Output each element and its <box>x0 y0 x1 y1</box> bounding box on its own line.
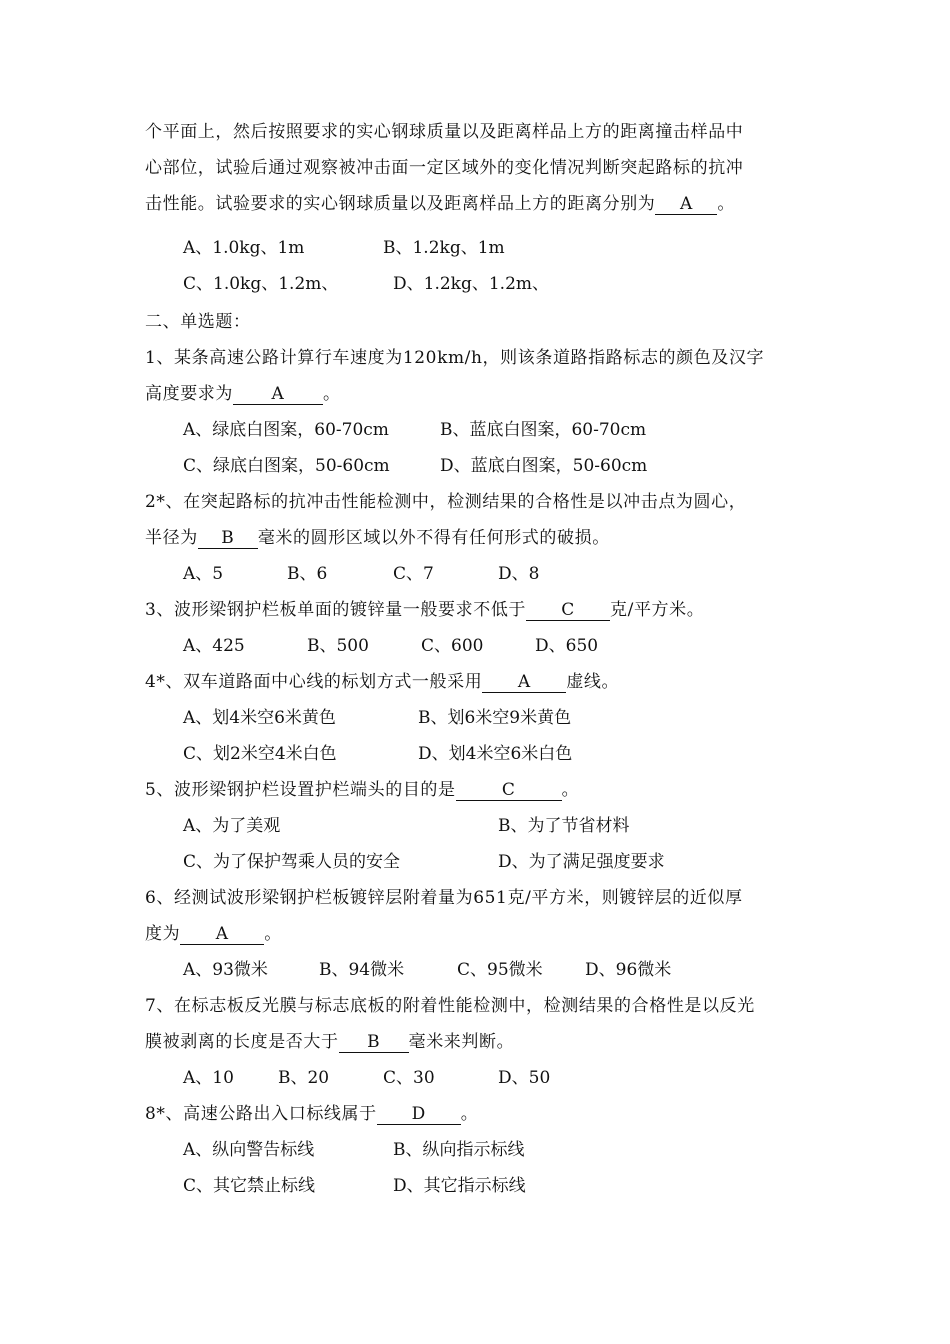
q6-line-2-text: 度为 <box>145 924 181 944</box>
q6-option-d: D、96微米 <box>585 960 672 980</box>
q8-line-1 <box>145 1102 478 1126</box>
q2-line-2-text: 半径为 <box>145 528 198 548</box>
intro-line-3 <box>145 192 735 216</box>
q2-line-2 <box>145 526 610 550</box>
q2-line-1: 2*、在突起路标的抗冲击性能检测中，检测结果的合格性是以冲击点为圆心， <box>145 492 747 512</box>
q1-option-a: A、绿底白图案，60-70cm <box>183 420 389 440</box>
q1-line-1: 1、某条高速公路计算行车速度为120km/h，则该条道路指路标志的颜色及汉字 <box>145 348 765 368</box>
q7-option-c: C、30 <box>383 1068 435 1088</box>
q2-answer-blank: B <box>198 528 258 549</box>
q5-tail: 。 <box>561 780 580 800</box>
intro-option-d: D、1.2kg、1.2m、 <box>393 274 550 294</box>
q5-option-b: B、为了节省材料 <box>498 816 630 836</box>
q6-line-1: 6、经测试波形梁钢护栏板镀锌层附着量为651克/平方米，则镀锌层的近似厚 <box>145 888 743 908</box>
intro-option-c: C、1.0kg、1.2m、 <box>183 274 339 294</box>
q2-option-c: C、7 <box>393 564 434 584</box>
q4-option-d: D、划4米空6米白色 <box>418 744 573 764</box>
intro-option-a: A、1.0kg、1m <box>183 238 305 258</box>
q5-line-1 <box>145 778 579 802</box>
q1-tail: 。 <box>323 384 341 404</box>
q1-option-b: B、蓝底白图案，60-70cm <box>440 420 647 440</box>
q4-option-c: C、划2米空4米白色 <box>183 744 337 764</box>
q1-option-c: C、绿底白图案，50-60cm <box>183 456 390 476</box>
q5-option-d: D、为了满足强度要求 <box>498 852 665 872</box>
intro-tail: 。 <box>717 194 736 214</box>
q4-line-1-text: 4*、双车道路面中心线的标划方式一般采用 <box>145 672 483 692</box>
q5-answer-blank: C <box>456 780 562 801</box>
intro-answer-blank: A <box>655 194 717 215</box>
q1-line-2 <box>145 382 341 406</box>
q3-option-a: A、425 <box>183 636 245 656</box>
q6-option-b: B、94微米 <box>319 960 405 980</box>
q6-tail: 。 <box>264 924 282 944</box>
q7-line-2 <box>145 1030 514 1054</box>
q8-line-1-text: 8*、高速公路出入口标线属于 <box>145 1104 377 1124</box>
q1-answer-blank: A <box>233 384 323 405</box>
q4-line-1 <box>145 670 619 694</box>
intro-line-1: 个平面上，然后按照要求的实心钢球质量以及距离样品上方的距离撞击样品中 <box>145 122 744 142</box>
q3-line-1 <box>145 598 704 622</box>
q8-tail: 。 <box>460 1104 479 1124</box>
q3-option-c: C、600 <box>421 636 484 656</box>
q4-option-b: B、划6米空9米黄色 <box>418 708 572 728</box>
q7-line-2-text: 膜被剥离的长度是否大于 <box>145 1032 339 1052</box>
q7-line-1: 7、在标志板反光膜与标志底板的附着性能检测中，检测结果的合格性是以反光 <box>145 996 755 1016</box>
q3-answer-blank: C <box>526 600 610 621</box>
q3-line-1-text: 3、波形梁钢护栏板单面的镀锌量一般要求不低于 <box>145 600 527 620</box>
q6-option-a: A、93微米 <box>183 960 268 980</box>
q1-line-2-text: 高度要求为 <box>145 384 233 404</box>
q4-tail: 虚线。 <box>566 672 620 692</box>
q7-option-b: B、20 <box>278 1068 330 1088</box>
q4-option-a: A、划4米空6米黄色 <box>183 708 336 728</box>
q2-option-b: B、6 <box>287 564 328 584</box>
q8-option-d: D、其它指示标线 <box>393 1176 526 1196</box>
q5-option-a: A、为了美观 <box>183 816 281 836</box>
q3-tail: 克/平方米。 <box>610 600 705 620</box>
q8-option-a: A、纵向警告标线 <box>183 1140 315 1160</box>
intro-line-3-text: 击性能。试验要求的实心钢球质量以及距离样品上方的距离分别为 <box>145 194 656 214</box>
q8-answer-blank: D <box>377 1104 461 1125</box>
intro-option-b: B、1.2kg、1m <box>383 238 505 258</box>
q3-option-d: D、650 <box>535 636 599 656</box>
section-heading: 二、单选题： <box>145 312 251 332</box>
q5-line-1-text: 5、波形梁钢护栏设置护栏端头的目的是 <box>145 780 456 800</box>
q2-tail: 毫米的圆形区域以外不得有任何形式的破损。 <box>257 528 610 548</box>
q8-option-c: C、其它禁止标线 <box>183 1176 316 1196</box>
q7-option-d: D、50 <box>498 1068 551 1088</box>
q6-option-c: C、95微米 <box>457 960 543 980</box>
q7-tail: 毫米来判断。 <box>408 1032 515 1052</box>
q7-option-a: A、10 <box>183 1068 234 1088</box>
q6-answer-blank: A <box>180 924 264 945</box>
q6-line-2 <box>145 922 282 946</box>
q4-answer-blank: A <box>482 672 566 693</box>
q3-option-b: B、500 <box>307 636 369 656</box>
q1-option-d: D、蓝底白图案，50-60cm <box>440 456 648 476</box>
q5-option-c: C、为了保护驾乘人员的安全 <box>183 852 401 872</box>
q2-option-a: A、5 <box>183 564 224 584</box>
q7-answer-blank: B <box>339 1032 409 1053</box>
intro-line-2: 心部位，试验后通过观察被冲击面一定区域外的变化情况判断突起路标的抗冲 <box>145 158 744 178</box>
q8-option-b: B、纵向指示标线 <box>393 1140 525 1160</box>
q2-option-d: D、8 <box>498 564 540 584</box>
